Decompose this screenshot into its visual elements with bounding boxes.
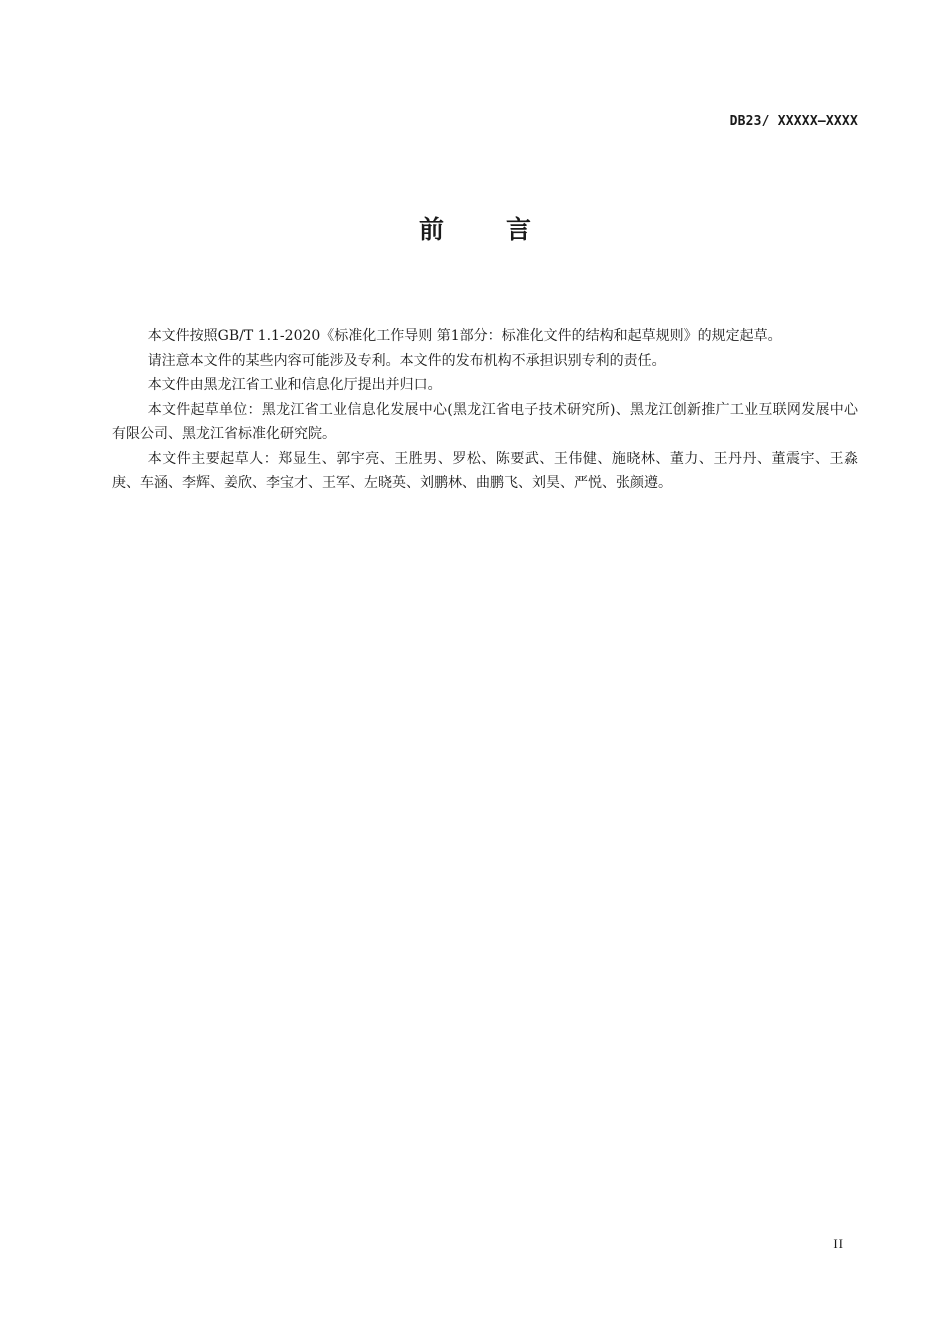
body-text — [112, 324, 858, 496]
paragraph-standard-basis: 本文件按照GB/T 1.1-2020《标准化工作导则 第1部分：标准化文件的结构和起草规则》的规定起草。 — [147, 328, 782, 344]
document-code: DB23/ XXXXX—XXXX — [729, 114, 858, 129]
paragraph-drafting-units: 本文件起草单位：黑龙江省工业信息化发展中心(黑龙江省电子技术研究所)、黑龙江创新推广工业互联网发展中心有限公司、黑龙江省标准化研究院。 — [112, 401, 858, 442]
page-number: II — [833, 1236, 844, 1251]
paragraph-patent-notice: 请注意本文件的某些内容可能涉及专利。本文件的发布机构不承担识别专利的责任。 — [147, 352, 666, 369]
paragraph-drafters: 本文件主要起草人：郑显生、郭宇亮、王胜男、罗松、陈要武、王伟健、施晓林、董力、王丹丹、董震宇、王淼庚、车涵、李辉、姜欣、李宝才、王军、左晓英、刘鹏林、曲鹏飞、刘昊、严悦、张颜遵。 — [112, 450, 858, 491]
page-title: 前言 — [418, 215, 593, 244]
paragraph-proposer: 本文件由黑龙江省工业和信息化厅提出并归口。 — [147, 377, 442, 393]
